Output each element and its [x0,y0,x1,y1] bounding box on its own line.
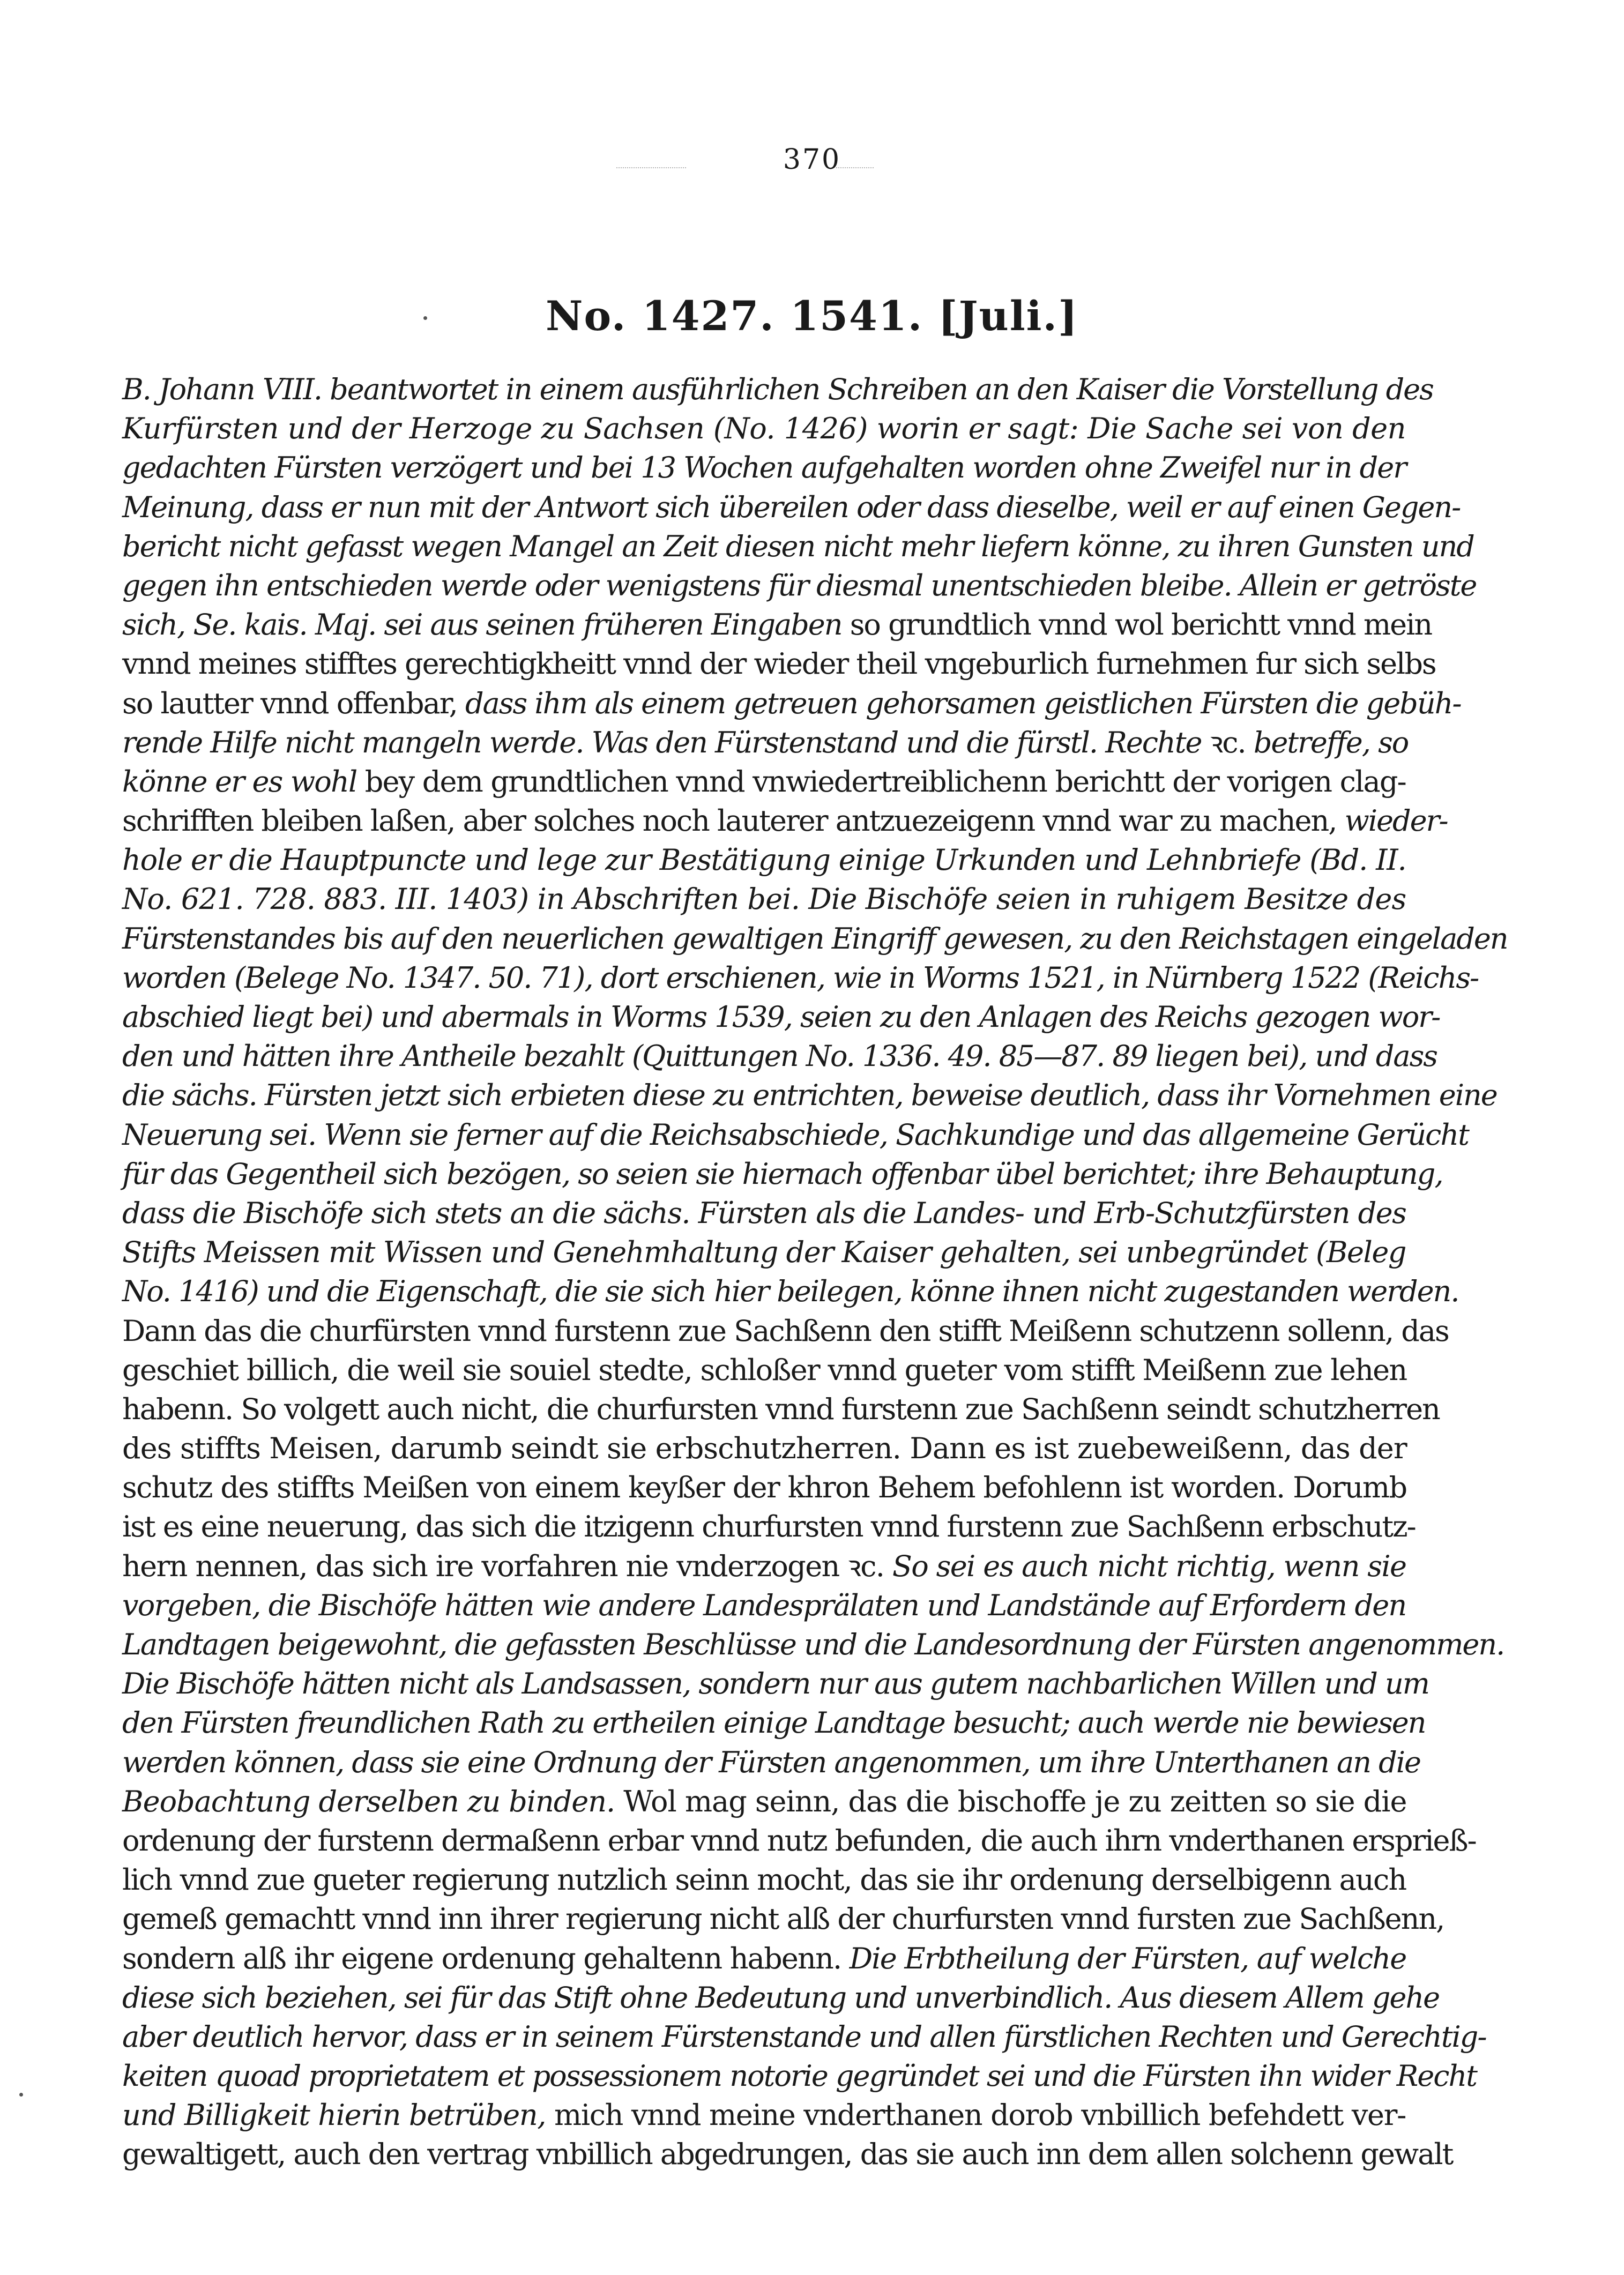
italic-run: die sächs. Fürsten jetzt sich erbieten diese zu entrichten, beweise deutlich, dass ihr Vornehmen eine [122,1078,1497,1113]
italic-run: B. Johann VIII. beantwortet in einem ausführlichen Schreiben an den Kaiser die Vorstellung des [122,372,1433,406]
text-line [122,488,1461,527]
italic-run: worden (Belege No. 1347. 50. 71), dort erschienen, wie in Worms 1521, in Nürnberg 1522 (Reichs- [122,960,1479,995]
text-line [122,1272,1459,1311]
page-number: 370 [783,144,841,176]
italic-run: No. 621. 728. 883. III. 1403) in Abschriften bei. Die Bischöfe seien in ruhigem Besitze des [122,882,1406,916]
document-body [122,370,1508,2174]
page-number-rule-right [836,167,874,169]
roman-run: so grundtlich vnnd wol berichtt vnnd mein [850,608,1432,642]
text-line [122,1664,1429,1703]
text-line [122,1586,1406,1625]
roman-run: lich vnnd zue gueter regierung nutzlich seinn mocht, das sie ihr ordenung derselbigenn auch [122,1863,1406,1897]
italic-run: Meinung, dass er nun mit der Antwort sich übereilen oder dass dieselbe, weil er auf einen Gegen- [122,490,1461,524]
roman-run: sondern alß ihr eigene ordenung gehaltenn habenn. [122,1941,850,1975]
text-line [122,1233,1406,1272]
text-line [122,684,1461,723]
italic-run: bericht nicht gefasst wegen Mangel an Zeit diesen nicht mehr liefern könne, zu ihren Gunsten und [122,529,1474,563]
italic-run: gedachten Fürsten verzögert und bei 13 Wochen aufgehalten worden ohne Zweifel nur in der [122,451,1406,485]
text-line [122,644,1436,683]
text-line [122,1036,1437,1076]
text-line [122,1076,1497,1115]
text-line [122,1115,1469,1154]
italic-run: und Billigkeit hierin betrüben, [122,2098,554,2132]
italic-run: für das Gegentheil sich bezögen, so seien sie hiernach offenbar übel berichtet; ihre Behauptung, [122,1157,1443,1191]
text-line [122,997,1440,1036]
italic-run: könne er es wohl [122,764,365,799]
text-line [122,1743,1420,1782]
roman-run: geschiet billich, die weil sie souiel stedte, schloßer vnnd gueter vom stifft Meißenn zue lehen [122,1353,1407,1387]
roman-run: schutz des stiffts Meißen von einem keyßer der khron Behem befohlenn ist worden. Dorumb [122,1471,1407,1505]
text-line [122,2095,1406,2135]
italic-run: gegen ihn entschieden werde oder wenigstens für diesmal unentschieden bleibe. Allein er getröste [122,568,1477,602]
italic-run: dass die Bischöfe sich stets an die sächs. Fürsten als die Landes- und Erb-Schutzfürsten des [122,1196,1406,1230]
italic-run: diese sich beziehen, sei für das Stift ohne Bedeutung und unverbindlich. Aus diesem Allem gehe [122,1980,1440,2015]
italic-run: Die Bischöfe hätten nicht als Landsassen, sondern nur aus gutem nachbarlichen Willen und um [122,1667,1429,1701]
italic-run: aber deutlich hervor, dass er in seinem Fürstenstande und allen fürstlichen Rechten und Gerechtig- [122,2019,1486,2054]
roman-run: ist es eine neuerung, das sich die itzigenn churfursten vnnd furstenn zue Sachßenn erbschutz- [122,1510,1416,1544]
italic-run: abschied liegt bei) und abermals in Worms 1539, seien zu den Anlagen des Reichs gezogen wor- [122,1000,1440,1034]
roman-run: vnnd meines stifftes gerechtigkheitt vnnd der wieder theil vngeburlich furnehmen fur sich selbs [122,647,1436,681]
italic-run: werden können, dass sie eine Ordnung der Fürsten angenommen, um ihre Unterthanen an die [122,1745,1420,1779]
italic-run: Fürstenstandes bis auf den neuerlichen gewaltigen Eingriff gewesen, zu den Reichstagen eingeladen [122,921,1508,956]
roman-run: mich vnnd meine vnderthanen dorob vnbillich befehdett ver- [554,2098,1406,2132]
italic-run: No. 1416) und die Eigenschaft, die sie sich hier beilegen, könne ihnen nicht zugestanden werden. [122,1274,1459,1309]
roman-run: schrifften bleiben laßen, aber solches noch lauterer antzuezeigenn vnnd war zu machen, [122,804,1345,838]
text-line [122,1311,1449,1351]
roman-run: ꝛc. [1209,725,1246,759]
text-line [122,1782,1406,1821]
roman-run: des stiffts Meisen, darumb seindt sie erbschutzherren. Dann es ist zuebeweißenn, das der [122,1431,1407,1466]
document-heading: No. 1427. 1541. [Juli.] [546,292,1078,340]
italic-run: betreffe, so [1245,725,1409,759]
text-line [122,2135,1453,2174]
text-line [122,958,1479,997]
text-line [122,1703,1426,1742]
text-line [122,840,1406,879]
italic-run: keiten quoad proprietatem et possessionem notorie gegründet sei und die Fürsten ihn wider Recht [122,2059,1477,2093]
text-line [122,1351,1406,1390]
italic-run: Kurfürsten und der Herzoge zu Sachsen (No. 1426) worin er sagt: Die Sache sei von den [122,412,1406,446]
italic-run: Beobachtung derselben zu binden. [122,1784,624,1818]
text-line [122,1899,1444,1938]
italic-run: Die Erbtheilung der Fürsten, auf welche [849,1941,1406,1975]
text-line [122,1939,1406,1978]
roman-run: gemeß gemachtt vnnd inn ihrer regierung nicht alß der churfursten vnnd fursten zue Sachßenn, [122,1902,1444,1936]
text-line [122,919,1508,958]
text-line [122,1507,1416,1546]
text-line [122,1821,1476,1860]
text-line [122,1547,1406,1586]
text-line [122,879,1406,919]
roman-run: hern nennen, das sich ire vorfahren nie vnderzogen ꝛc. [122,1549,892,1583]
text-line [122,1154,1443,1194]
text-line [122,527,1474,566]
roman-run: gewaltigett, auch den vertrag vnbillich abgedrungen, das sie auch inn dem allen solchenn gewalt [122,2137,1453,2172]
italic-run: sich, Se. kais. Maj. sei aus seinen früheren Eingaben [122,608,850,642]
italic-run: Landtagen beigewohnt, die gefassten Beschlüsse und die Landesordnung der Fürsten angenommen. [122,1628,1504,1661]
roman-run: bey dem grundtlichen vnnd vnwiedertreiblichenn berichtt der vorigen clag- [364,764,1406,799]
text-line [122,1625,1504,1664]
text-line [122,1194,1406,1233]
italic-run: den Fürsten freundlichen Rath zu ertheilen einige Landtage besucht; auch werde nie bewiesen [122,1706,1426,1740]
roman-run: habenn. So volgett auch nicht, die churfursten vnnd furstenn zue Sachßenn seindt schutzherren [122,1392,1440,1426]
text-line [122,762,1406,801]
text-line [122,1390,1440,1429]
italic-run: vorgeben, die Bischöfe hätten wie andere Landesprälaten und Landstände auf Erfordern den [122,1588,1406,1622]
italic-run: hole er die Hauptpuncte und lege zur Bestätigung einige Urkunden und Lehnbriefe (Bd. II. [122,843,1406,877]
italic-run: Stifts Meissen mit Wissen und Genehmhaltung der Kaiser gehalten, sei unbegründet (Beleg [122,1235,1406,1270]
text-line [122,409,1406,448]
text-line [122,2017,1486,2056]
italic-run: So sei es auch nicht richtig, wenn sie [892,1549,1406,1583]
text-line [122,801,1448,840]
roman-run: ordenung der furstenn dermaßenn erbar vnnd nutz befunden, die auch ihrn vnderthanen ersprieß- [122,1823,1476,1858]
text-line [122,2056,1477,2095]
roman-run: Wol mag seinn, das die bischoffe je zu zeitten so sie die [623,1784,1407,1818]
italic-run: wieder- [1344,804,1448,838]
text-line [122,723,1409,762]
text-line [122,605,1432,644]
text-line [122,370,1433,409]
italic-run: dass ihm als einem getreuen gehorsamen geistlichen Fürsten die gebüh- [465,686,1461,720]
text-line [122,566,1477,605]
roman-run: so lautter vnnd offenbar, [122,686,465,720]
italic-run: den und hätten ihre Antheile bezahlt (Quittungen No. 1336. 49. 85—87. 89 liegen bei), und dass [122,1039,1437,1073]
italic-run: Neuerung sei. Wenn sie ferner auf die Reichsabschiede, Sachkundige und das allgemeine Gerücht [122,1117,1469,1152]
roman-run: Dann das die churfürsten vnnd furstenn zue Sachßenn den stifft Meißenn schutzenn sollenn, das [122,1314,1449,1348]
text-line [122,1468,1406,1507]
text-line [122,1429,1406,1468]
italic-run: rende Hilfe nicht mangeln werde. Was den Fürstenstand und die fürstl. Rechte [122,725,1210,759]
text-line [122,448,1406,487]
print-speck [19,2093,23,2097]
text-line [122,1978,1440,2017]
text-line [122,1860,1406,1899]
